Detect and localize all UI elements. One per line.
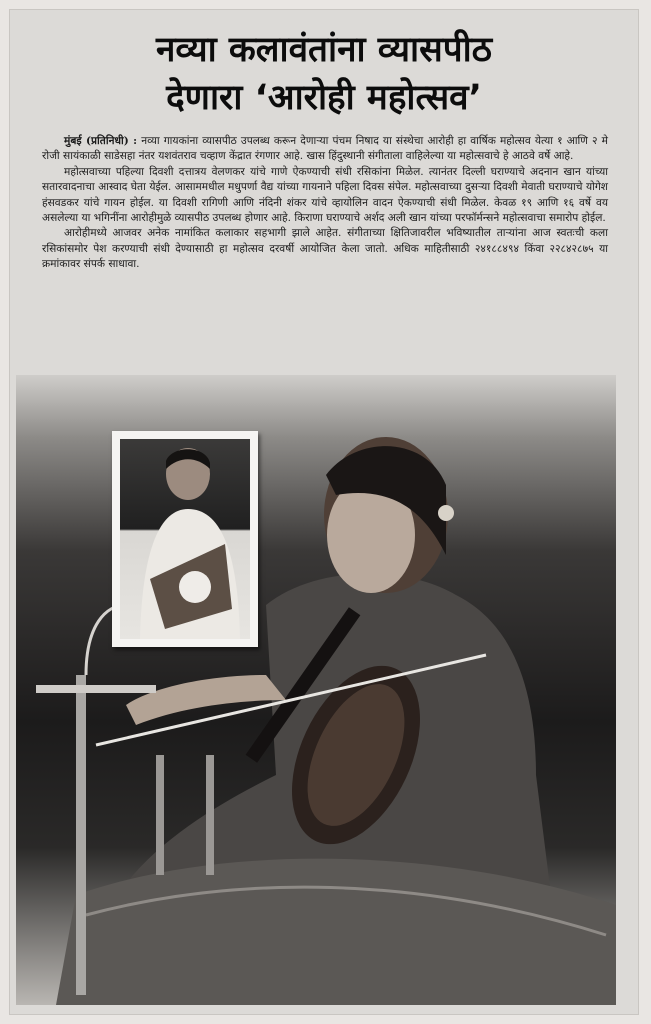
inset-portrait (112, 431, 258, 647)
newspaper-clipping (10, 10, 638, 1014)
violinist-figure (16, 375, 616, 1005)
inset-musician-figure (120, 439, 250, 639)
article-paragraph (42, 226, 608, 272)
dateline: मुंबई (प्रतिनिधी) : (64, 135, 138, 147)
article-paragraph (42, 134, 608, 165)
paragraph-text: आरोहीमध्ये आजवर अनेक नामांकित कलाकार सहभागी झाले आहेत. संगीताच्या क्षितिजावरील भविष्यातील ताऱ्यांना आज स्वतःची कला रसिकांसमोर पेश करण्याची संधी देण्यासाठी हा महोत्सव दरवर्षी आयोजित केला जातो. अधिक माहितीसाठी २४१८८४९४ किंवा २२८४२८७५ या क्रमांकावर संपर्क साधावा. (42, 227, 608, 271)
paragraph-text: नव्या गायकांना व्यासपीठ उपलब्ध करून देणाऱ्या पंचम निषाद या संस्थेचा आरोही हा वार्षिक महोत्सव येत्या १ आणि २ मे रोजी सायंकाळी साडेसहा नंतर यशवंतराव चव्हाण केंद्रात रंगणार आहे. खास हिंदुस्थानी संगीताला वाहिलेल्या या महोत्सवाचे हे आठवे वर्षे आहे. (42, 135, 609, 163)
headline-line-1: नव्या कलावंतांना व्यासपीठ (155, 30, 493, 70)
performer-photo (16, 375, 616, 1005)
paragraph-text: महोत्सवाच्या पहिल्या दिवशी दत्तात्रय वेलणकर यांचे गाणे ऐकण्याची संधी रसिकांना मिळेल. त्यानंतर दिल्ली घराण्याचे अदनान खान यांच्या सतारवादनाचा आस्वाद घेता येईल. आसाममधील मधुपर्णा वैद्य यांच्या गायनाने पहिला दिवस संपेल. महोत्सवाच्या दुसऱ्या दिवशी मेवाती घराण्याचे योगेश हंसवडकर यांचे गायन होईल. या दिवशी रागिणी आणि नंदिनी शंकर यांचे व्हायोलिन वादन ऐकण्याची संधी मिळेल. केवळ १९ आणि १६ वर्षे वय असलेल्या या भगिनींना आरोहीमुळे व्यासपीठ उपलब्ध होणार आहे. किराणा घराण्याचे अर्शद अली खान यांच्या परफॉर्मन्सने महोत्सवाचा समारोप होईल. (42, 165, 608, 225)
article-paragraph (42, 165, 608, 227)
article-body (42, 134, 608, 273)
headline-line-2: देणारा ‘आरोही महोत्सव’ (166, 78, 482, 118)
